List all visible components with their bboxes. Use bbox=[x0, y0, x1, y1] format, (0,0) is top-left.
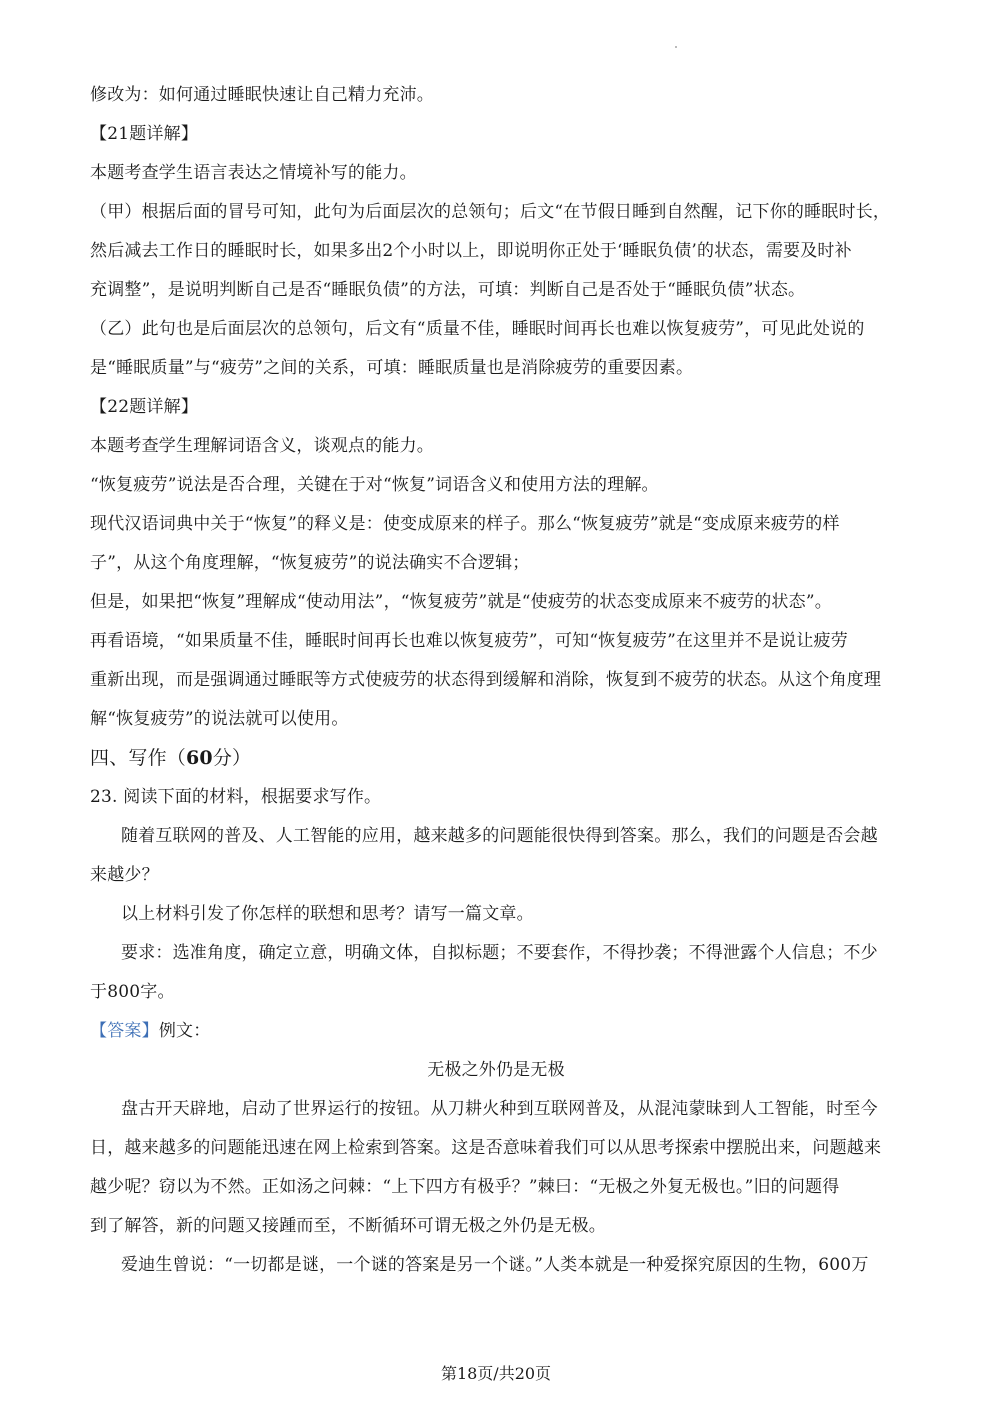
text-line: “恢复疲劳”说法是否合理，关键在于对“恢复”词语含义和使用方法的理解。 bbox=[90, 475, 659, 495]
heading-score: 60 bbox=[186, 747, 213, 769]
text-line: 现代汉语词典中关于“恢复”的释义是：使变成原来的样子。那么“恢复疲劳”就是“变成原来疲劳的样 bbox=[90, 514, 840, 534]
text-line: 重新出现，而是强调通过睡眠等方式使疲劳的状态得到缓解和消除，恢复到不疲劳的状态。从这个角度理 bbox=[90, 670, 882, 690]
essay-line: 日，越来越多的问题能迅速在网上检索到答案。这是否意味着我们可以从思考探索中摆脱出来，问题越来 bbox=[90, 1138, 882, 1158]
material-line: 随着互联网的普及、人工智能的应用，越来越多的问题能很快得到答案。那么，我们的问题是否会越 bbox=[121, 826, 878, 846]
text-line: （甲）根据后面的冒号可知，此句为后面层次的总领句；后文“在节假日睡到自然醒，记下你的睡眠时长， bbox=[90, 202, 891, 222]
scan-speck bbox=[675, 46, 677, 48]
writing-section-heading bbox=[90, 746, 910, 770]
essay-line: 爱迪生曾说：“一切都是谜，一个谜的答案是另一个谜。”人类本就是一种爱探究原因的生物，600万 bbox=[121, 1255, 869, 1275]
text-line: 是“睡眠质量”与“疲劳”之间的关系，可填：睡眠质量也是消除疲劳的重要因素。 bbox=[90, 358, 694, 378]
heading-suffix: 分） bbox=[212, 747, 252, 769]
answer-label bbox=[90, 1020, 910, 1042]
material-line: 来越少？ bbox=[90, 865, 159, 885]
heading-prefix: 四、写作（ bbox=[90, 747, 187, 769]
section-heading-21: 【21题详解】 bbox=[90, 124, 199, 144]
text-line: 本题考查学生理解词语含义，谈观点的能力。 bbox=[90, 436, 434, 456]
writing-prompt: 以上材料引发了你怎样的联想和思考？请写一篇文章。 bbox=[121, 904, 534, 924]
essay-title: 无极之外仍是无极 bbox=[427, 1060, 565, 1080]
text-line: （乙）此句也是后面层次的总领句，后文有“质量不佳，睡眠时间再长也难以恢复疲劳”，可见此处说的 bbox=[90, 319, 865, 339]
answer-tag: 【答案】 bbox=[90, 1021, 159, 1041]
text-line: 但是，如果把“恢复”理解成“使动用法”，“恢复疲劳”就是“使疲劳的状态变成原来不疲劳的状态”。 bbox=[90, 592, 832, 612]
requirements-line: 要求：选准角度，确定立意，明确文体，自拟标题；不要套作，不得抄袭；不得泄露个人信息；不少 bbox=[121, 943, 878, 963]
text-line: 解“恢复疲劳”的说法就可以使用。 bbox=[90, 709, 349, 729]
essay-line: 越少呢？窃以为不然。正如汤之问棘：“上下四方有极乎？”棘曰：“无极之外复无极也。”旧的问题得 bbox=[90, 1177, 840, 1197]
text-line: 然后减去工作日的睡眠时长，如果多出2个小时以上，即说明你正处于‘睡眠负债’的状态，需要及时补 bbox=[90, 241, 852, 261]
example-label: 例文： bbox=[158, 1021, 211, 1041]
text-line: 本题考查学生语言表达之情境补写的能力。 bbox=[90, 163, 417, 183]
section-heading-22: 【22题详解】 bbox=[90, 397, 199, 417]
text-line: 再看语境，“如果质量不佳，睡眠时间再长也难以恢复疲劳”，可知“恢复疲劳”在这里并不是说让疲劳 bbox=[90, 631, 848, 651]
question-23: 23. 阅读下面的材料，根据要求写作。 bbox=[90, 787, 382, 807]
text-line: 修改为：如何通过睡眠快速让自己精力充沛。 bbox=[90, 85, 434, 105]
requirements-line: 于800字。 bbox=[90, 982, 175, 1002]
page-number: 第18页/共20页 bbox=[440, 1364, 552, 1383]
essay-line: 盘古开天辟地，启动了世界运行的按钮。从刀耕火种到互联网普及，从混沌蒙昧到人工智能，时至今 bbox=[121, 1099, 878, 1119]
essay-line: 到了解答，新的问题又接踵而至，不断循环可谓无极之外仍是无极。 bbox=[90, 1216, 606, 1236]
text-line: 充调整”，是说明判断自己是否“睡眠负债”的方法，可填：判断自己是否处于“睡眠负债”状态。 bbox=[90, 280, 806, 300]
text-line: 子”，从这个角度理解，“恢复疲劳”的说法确实不合逻辑； bbox=[90, 553, 530, 573]
